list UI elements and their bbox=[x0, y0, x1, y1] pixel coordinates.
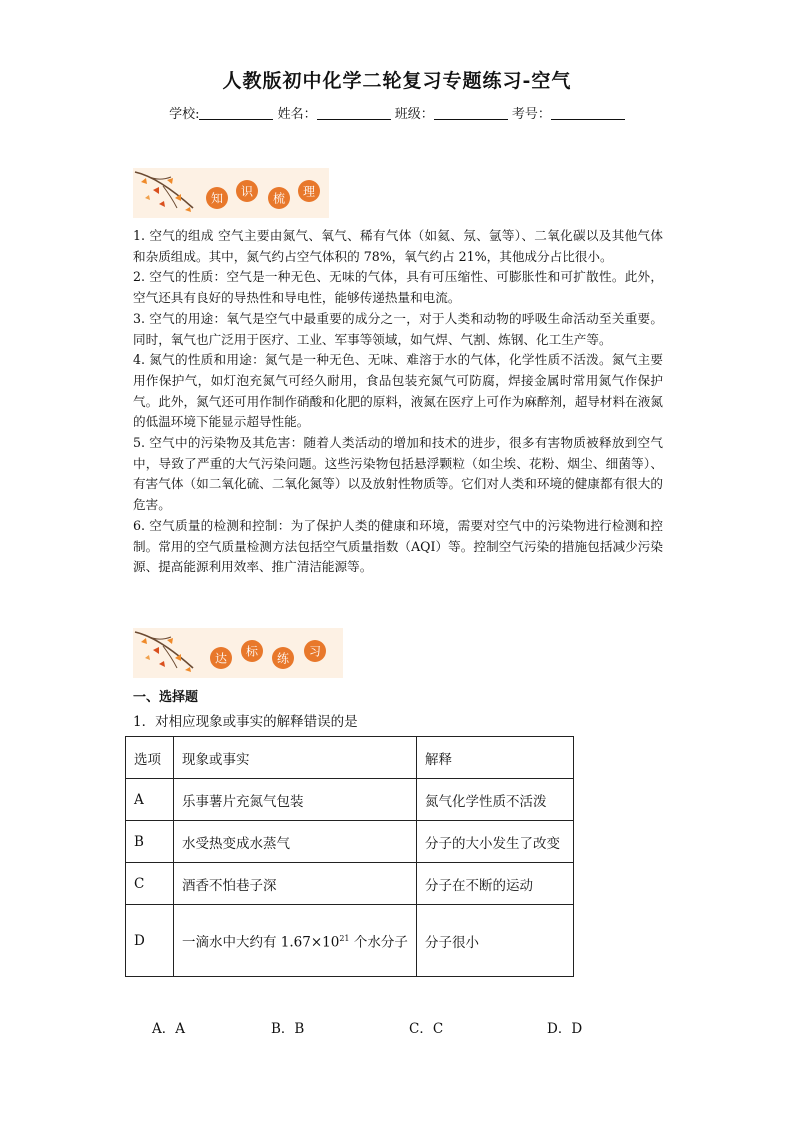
table-cell-explanation: 氮气化学性质不活泼 bbox=[417, 779, 574, 821]
exam-number-label: 考号： bbox=[511, 107, 551, 122]
table-header-cell: 选项 bbox=[126, 737, 174, 779]
practice-banner-art bbox=[133, 628, 343, 678]
banner-char: 理 bbox=[302, 184, 316, 199]
choice-b[interactable]: B．B bbox=[271, 1021, 305, 1037]
options-table bbox=[125, 736, 574, 977]
choice-c[interactable]: C．C bbox=[409, 1021, 444, 1037]
school-field bbox=[169, 103, 273, 122]
exam-number-blank[interactable] bbox=[551, 106, 625, 120]
practice-banner bbox=[133, 628, 343, 678]
class-blank[interactable] bbox=[434, 106, 508, 120]
knowledge-banner bbox=[133, 168, 329, 218]
knowledge-summary bbox=[133, 226, 663, 578]
school-label: 学校: bbox=[169, 107, 200, 122]
knowledge-point: 3. 空气的用途：氧气是空气中最重要的成分之一，对于人类和动物的呼吸生命活动至关重要。同时，氧气也广泛用于医疗、工业、军事等领域，如气焊、气割、炼钢、化工生产等。 bbox=[133, 310, 663, 347]
choice-a[interactable]: A．A bbox=[152, 1021, 185, 1037]
table-row bbox=[126, 779, 574, 821]
exponent: 21 bbox=[339, 933, 350, 943]
page-title: 人教版初中化学二轮复习专题练习-空气 bbox=[222, 70, 572, 92]
name-label: 姓名： bbox=[277, 107, 317, 122]
banner-char: 识 bbox=[240, 184, 254, 199]
table-header-cell: 现象或事实 bbox=[174, 737, 417, 779]
table-cell-option: A bbox=[126, 779, 174, 821]
section-heading: 一、选择题 bbox=[133, 690, 199, 705]
table-cell-option: B bbox=[126, 821, 174, 863]
table-header-row bbox=[126, 737, 574, 779]
class-field bbox=[395, 103, 508, 122]
class-label: 班级： bbox=[394, 107, 434, 122]
knowledge-point: 2. 空气的性质：空气是一种无色、无味的气体，具有可压缩性、可膨胀性和可扩散性。此外，空气还具有良好的导热性和导电性，能够传递热量和电流。 bbox=[133, 269, 663, 306]
table-cell-fact: 酒香不怕巷子深 bbox=[174, 863, 417, 905]
name-blank[interactable] bbox=[317, 106, 391, 120]
table-cell-fact: 乐事薯片充氮气包装 bbox=[174, 779, 417, 821]
table-row bbox=[126, 821, 574, 863]
banner-char: 习 bbox=[308, 644, 322, 659]
knowledge-point: 4. 氮气的性质和用途：氮气是一种无色、无味、难溶于水的气体，化学性质不活泼。氮气主要用作保护气，如灯泡充氮气可经久耐用，食品包装充氮气可防腐，焊接金属时常用氮气作保护气。此外，氮气还可用作制作硝酸和化肥的原料，液氮在医疗上可作为麻醉剂，超导材料在液氮的低温环境下能显示超导性能。 bbox=[133, 352, 663, 430]
table-cell-option: C bbox=[126, 863, 174, 905]
fact-text: 一滴水中大约有 1.67×10 bbox=[182, 934, 340, 951]
question-stem: 1．对相应现象或事实的解释错误的是 bbox=[133, 714, 358, 730]
table-header-cell: 解释 bbox=[417, 737, 574, 779]
banner-char: 梳 bbox=[272, 191, 286, 206]
table-cell-explanation: 分子在不断的运动 bbox=[417, 863, 574, 905]
banner-char: 知 bbox=[210, 191, 224, 206]
banner-char: 标 bbox=[245, 644, 259, 659]
table-cell-fact bbox=[174, 905, 417, 977]
fact-text: 个水分子 bbox=[349, 934, 408, 951]
banner-char: 练 bbox=[276, 651, 290, 666]
name-field bbox=[278, 103, 391, 122]
school-blank[interactable] bbox=[199, 106, 273, 120]
table-cell-explanation: 分子很小 bbox=[417, 905, 574, 977]
knowledge-point: 1. 空气的组成 空气主要由氮气、氧气、稀有气体（如氦、氖、氩等）、二氧化碳以及其他气体和杂质组成。其中，氮气约占空气体积的 78%，氧气约占 21%，其他成分占比很小。 bbox=[133, 228, 663, 264]
exam-number-field bbox=[512, 103, 625, 122]
table-cell-fact: 水受热变成水蒸气 bbox=[174, 821, 417, 863]
table-cell-explanation: 分子的大小发生了改变 bbox=[417, 821, 574, 863]
table-row bbox=[126, 863, 574, 905]
table-row bbox=[126, 905, 574, 977]
knowledge-banner-art bbox=[133, 168, 329, 218]
knowledge-point: 6. 空气质量的检测和控制：为了保护人类的健康和环境，需要对空气中的污染物进行检测和控制。常用的空气质量检测方法包括空气质量指数（AQI）等。控制空气污染的措施包括减少污染源、提高能源利用效率、推广清洁能源等。 bbox=[133, 517, 663, 575]
banner-char: 达 bbox=[214, 651, 228, 666]
knowledge-point: 5. 空气中的污染物及其危害：随着人类活动的增加和技术的进步，很多有害物质被释放到空气中，导致了严重的大气污染问题。这些污染物包括悬浮颗粒（如尘埃、花粉、烟尘、细菌等）、有害气体（如二氧化硫、二氧化氮等）以及放射性物质等。它们对人类和环境的健康都有很大的危害。 bbox=[133, 435, 663, 513]
table-cell-option: D bbox=[126, 905, 174, 977]
student-info-line bbox=[0, 103, 794, 122]
choice-d[interactable]: D．D bbox=[547, 1021, 583, 1037]
